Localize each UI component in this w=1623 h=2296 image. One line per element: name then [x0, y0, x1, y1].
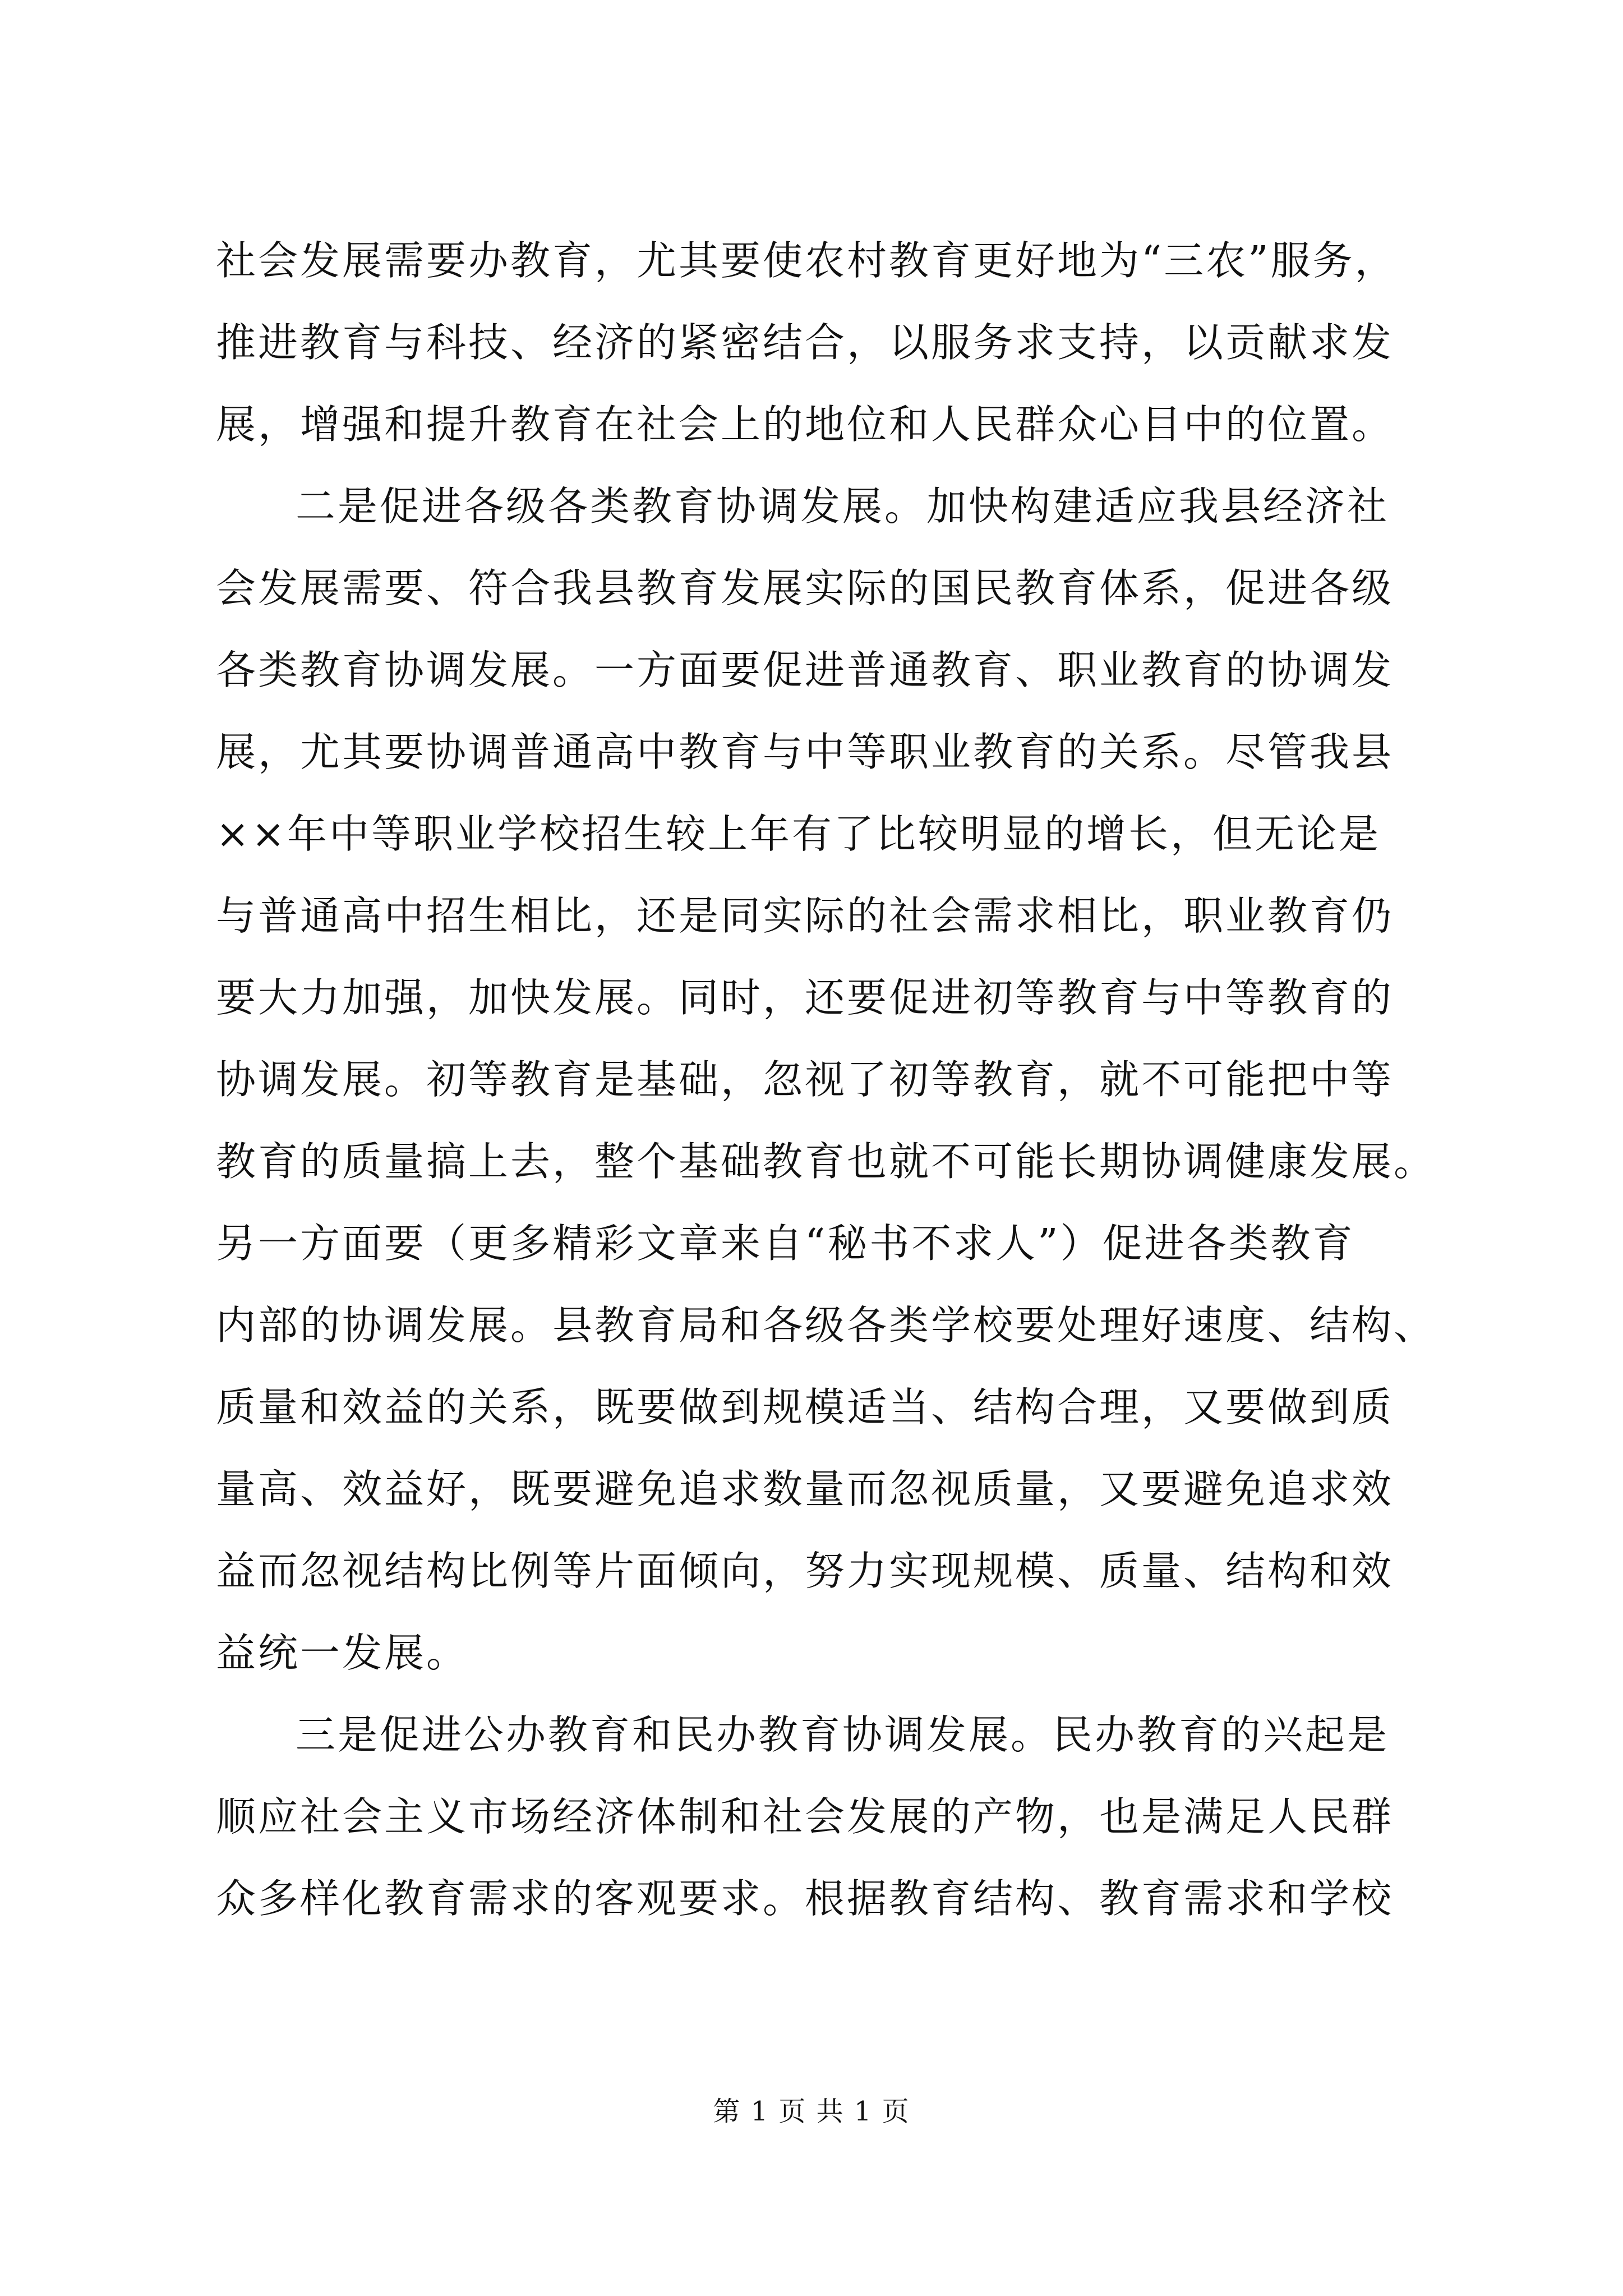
text-line: 另一方面要（更多精彩文章来自“秘书不求人”）促进各类教育 [216, 1220, 1355, 1267]
text-line: 会发展需要、符合我县教育发展实际的国民教育体系，促进各级 [216, 565, 1394, 611]
text-line: 二是促进各级各类教育协调发展。加快构建适应我县经济社 [296, 483, 1390, 530]
text-line: 要大力加强，加快发展。同时，还要促进初等教育与中等教育的 [216, 974, 1394, 1021]
text-line: 益而忽视结构比例等片面倾向，努力实现规模、质量、结构和效 [216, 1548, 1394, 1594]
text-line: 质量和效益的关系，既要做到规模适当、结构合理，又要做到质 [216, 1384, 1394, 1430]
text-line: 协调发展。初等教育是基础，忽视了初等教育，就不可能把中等 [216, 1056, 1394, 1103]
text-line: ××年中等职业学校招生较上年有了比较明显的增长，但无论是 [216, 811, 1381, 857]
text-line: 益统一发展。 [216, 1630, 469, 1676]
text-line: 三是促进公办教育和民办教育协调发展。民办教育的兴起是 [296, 1711, 1390, 1758]
text-line: 与普通高中招生相比，还是同实际的社会需求相比，职业教育仍 [216, 892, 1394, 939]
text-line: 众多样化教育需求的客观要求。根据教育结构、教育需求和学校 [216, 1875, 1394, 1922]
text-line: 社会发展需要办教育，尤其要使农村教育更好地为“三农”服务， [216, 237, 1397, 284]
text-line: 顺应社会主义市场经济体制和社会发展的产物，也是满足人民群 [216, 1793, 1394, 1840]
document-body [216, 220, 1436, 1940]
text-line: 量高、效益好，既要避免追求数量而忽视质量，又要避免追求效 [216, 1466, 1394, 1512]
text-line: 推进教育与科技、经济的紧密结合，以服务求支持，以贡献求发 [216, 319, 1394, 366]
page-footer: 第 1 页 共 1 页 [713, 2096, 910, 2127]
text-line: 内部的协调发展。县教育局和各级各类学校要处理好速度、结构、 [216, 1302, 1436, 1349]
text-line: 教育的质量搞上去，整个基础教育也就不可能长期协调健康发展。 [216, 1138, 1436, 1185]
text-line: 各类教育协调发展。一方面要促进普通教育、职业教育的协调发 [216, 647, 1394, 693]
text-line: 展，尤其要协调普通高中教育与中等职业教育的关系。尽管我县 [216, 729, 1394, 775]
text-line: 展，增强和提升教育在社会上的地位和人民群众心目中的位置。 [216, 401, 1394, 448]
